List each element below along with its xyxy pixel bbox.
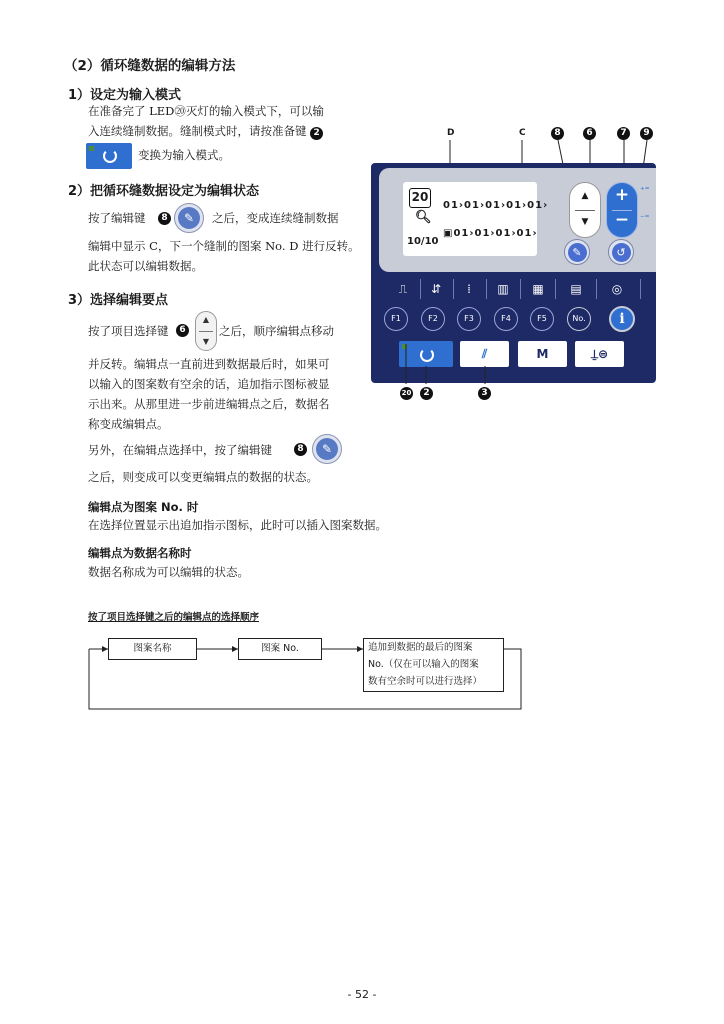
data-icon[interactable]: ▤ (570, 282, 582, 296)
pencil-icon: ✎ (178, 207, 200, 229)
up-arrow-icon: ▲ (581, 191, 589, 201)
step1-para: 在准备完了 LED⑳灭灯的输入模式下，可以输 入连续缝制数据。缝制模式时，请按准备键 2 (88, 104, 324, 138)
minus-marker-icon: ⁻⁼ (640, 214, 650, 224)
step3-line1b: 之后，顺序编辑点移动 (219, 324, 334, 338)
callout-20: 20 (400, 387, 413, 400)
callout-8: 8 (551, 127, 564, 140)
stitch-length-icon[interactable]: ⁞ (467, 282, 471, 296)
no-key[interactable]: No. (567, 307, 591, 331)
f4-key[interactable]: F4 (494, 307, 518, 331)
lcd-counter: 10/10 (407, 236, 439, 247)
slash-icon: ⫽ (481, 347, 488, 361)
callout-3: 3 (478, 387, 491, 400)
step2-line1a: 按了编辑键 (88, 211, 146, 225)
step3-line1a: 按了项目选择键 (88, 324, 169, 338)
ready-key-ref-num: 2 (310, 127, 323, 140)
lcd-pattern-number: 20 (409, 188, 431, 208)
edit-key-ref-num: 8 (158, 212, 171, 225)
width-icon[interactable]: ▥ (497, 282, 509, 296)
f5-key[interactable]: F5 (530, 307, 554, 331)
section-title: （2）循环缝数据的编辑方法 (64, 58, 236, 74)
note2-title: 编辑点为数据名称时 (88, 546, 192, 560)
plus-icon: + (614, 185, 630, 205)
winder-icon: ⍊⊜ (590, 347, 609, 361)
step2-title: 2）把循环缝数据设定为编辑状态 (68, 184, 260, 199)
flow-box-pattern-name: 图案名称 (108, 638, 197, 660)
f3-key[interactable]: F3 (457, 307, 481, 331)
callout-D: D (447, 128, 455, 138)
winder-key[interactable] (575, 341, 624, 367)
callout-C: C (519, 128, 526, 138)
step2-line3: 此状态可以编辑数据。 (88, 259, 203, 273)
led20-ref: ⑳ (174, 104, 186, 118)
pencil-icon: ✎ (316, 438, 338, 460)
step2-line1b: 之后，变成连续缝制数据 (212, 211, 339, 225)
callout-9: 9 (640, 127, 653, 140)
flow-title: 按了项目选择键之后的编辑点的选择顺序 (88, 612, 260, 623)
callout-7: 7 (617, 127, 630, 140)
note2-text: 数据名称成为可以编辑的状态。 (88, 565, 249, 579)
callout-6: 6 (583, 127, 596, 140)
step3-other-a: 另外，在编辑点选择中，按了编辑键 (88, 443, 272, 457)
select-key-illustration (195, 311, 217, 355)
minus-icon: − (614, 210, 630, 230)
step3-title: 3）选择编辑要点 (68, 293, 169, 308)
edit-key-ref-num-2: 8 (294, 443, 307, 456)
note1-text: 在选择位置显示出追加指示图标，此时可以插入图案数据。 (88, 518, 387, 532)
flow-box-append: 追加到数据的最后的图案 No.（仅在可以输入的图案 数有空余时可以进行选择） (363, 638, 504, 692)
move-icon[interactable]: ⇵ (430, 282, 442, 296)
step1-title: 1）设定为输入模式 (68, 88, 182, 103)
return-key[interactable] (608, 239, 634, 265)
step2-line2: 编辑中显示 C，下一个缝制的图案 No. D 进行反转。 (88, 239, 360, 253)
callout-2: 2 (420, 387, 433, 400)
bottom-callout-lines (400, 336, 500, 386)
f1-key[interactable]: F1 (384, 307, 408, 331)
page-number: - 52 - (347, 988, 377, 1001)
lcd-row-1: 01›01›01›01›01› (443, 200, 549, 211)
plus-marker-icon: ⁺⁼ (640, 186, 650, 196)
m-key[interactable]: M (518, 341, 567, 367)
step3-para: 并反转。编辑点一直前进到数据最后时，如果可 以输入的图案数有空余的话，追加指示图标被显 示出来。从那里进一步前进编辑点之后，数据名 称变成编辑点。 (88, 357, 330, 431)
presser-icon[interactable]: ⎍ (398, 282, 408, 296)
edit-key-illustration (174, 203, 204, 233)
info-key[interactable]: i (609, 306, 635, 332)
flow-box-pattern-no: 图案 No. (238, 638, 322, 660)
led-indicator (89, 146, 94, 151)
edit-key[interactable] (564, 239, 590, 265)
step1-line3: 变换为输入模式。 (138, 148, 230, 162)
ready-icon (103, 149, 117, 163)
note1-title: 编辑点为图案 No. 时 (88, 500, 199, 514)
up-arrow-icon: ▲ (202, 315, 210, 324)
lcd-screen (403, 182, 549, 256)
thread-icon[interactable]: ◎ (611, 282, 623, 296)
down-arrow-icon: ▼ (581, 217, 589, 227)
return-icon: ↺ (612, 243, 631, 262)
item-select-key[interactable] (569, 182, 601, 238)
f2-key[interactable]: F2 (421, 307, 445, 331)
lcd-search-icon: 🔍︎ (415, 210, 432, 225)
edit-key-illustration-2 (312, 434, 342, 464)
select-key-ref-num: 6 (176, 324, 189, 337)
tension-icon[interactable]: ▦ (532, 282, 544, 296)
ready-key-illustration (86, 143, 132, 173)
pencil-icon: ✎ (568, 243, 587, 262)
plus-minus-key[interactable] (606, 182, 638, 238)
step3-after: 之后，则变成可以变更编辑点的数据的状态。 (88, 470, 318, 484)
lcd-row-2: ▣01›01›01›01› (443, 228, 538, 239)
down-arrow-icon: ▼ (202, 337, 210, 346)
